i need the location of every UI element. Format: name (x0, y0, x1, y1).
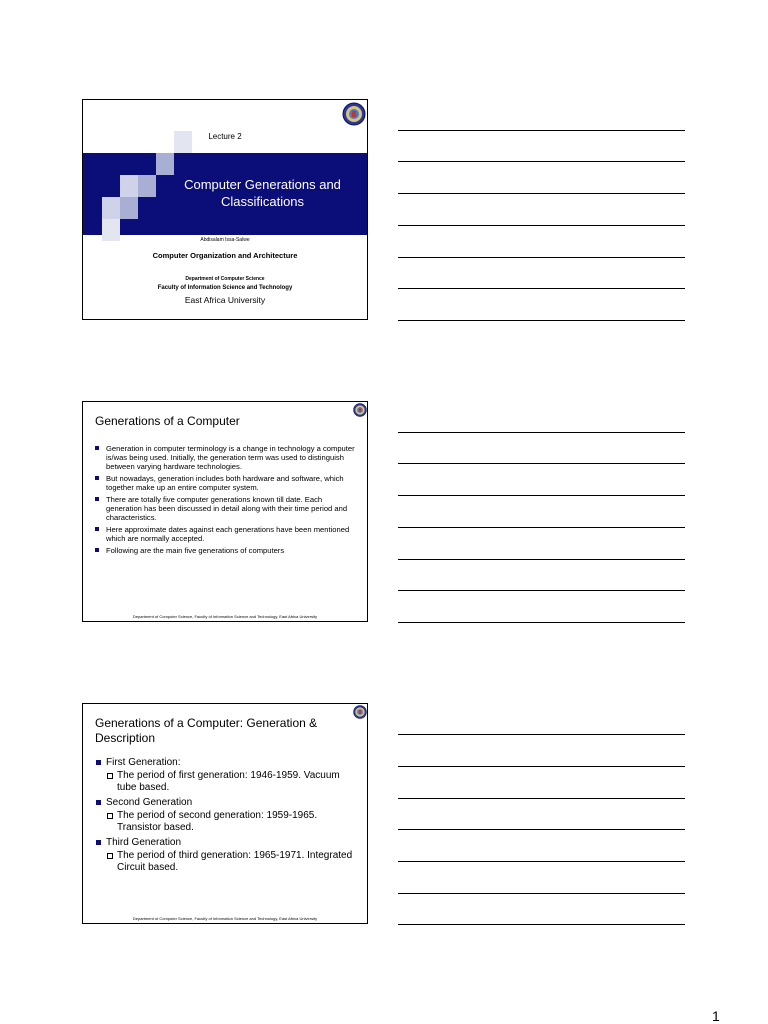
generation-label: First Generation: (106, 757, 181, 768)
author-name: Abdisalam Issa-Salwe (200, 237, 250, 243)
slide-footer: Department of Computer Science, Faculty of Information Science and Technology, East Africa University (132, 916, 318, 921)
note-line (398, 590, 685, 591)
note-line (398, 829, 685, 830)
title-line-1: Computer Generations and (184, 177, 341, 192)
note-line (398, 861, 685, 862)
generation-label: Third Generation (106, 837, 182, 848)
decor-square (83, 175, 101, 197)
slide-3-title: Generations of a Computer: Generation & Description (95, 716, 318, 745)
note-line (398, 432, 685, 433)
note-line (398, 559, 685, 560)
bullet-item: Following are the main five generations of computers (93, 546, 357, 555)
generation-detail: The period of second generation: 1959-1965. Transistor based. (106, 810, 355, 834)
generation-detail: The period of third generation: 1965-1971. Integrated Circuit based. (106, 850, 355, 874)
lecture-label: Lecture 2 (208, 132, 242, 141)
slide-1-thumbnail (82, 99, 368, 320)
generation-item (95, 796, 355, 834)
generation-label: Second Generation (106, 797, 193, 808)
title-line-2: Classifications (220, 194, 305, 209)
note-line (398, 924, 685, 925)
university-seal-icon (353, 705, 367, 719)
slide-2-thumbnail (82, 401, 368, 622)
decor-square (138, 175, 156, 197)
generation-detail: The period of first generation: 1946-1959. Vacuum tube based. (106, 770, 355, 794)
slide-1-title (165, 176, 360, 210)
note-line (398, 288, 685, 289)
slide-2-title: Generations of a Computer (95, 414, 240, 428)
note-line (398, 766, 685, 767)
note-line (398, 257, 685, 258)
note-line (398, 893, 685, 894)
note-line (398, 622, 685, 623)
generation-item (95, 756, 355, 794)
note-line (398, 463, 685, 464)
note-line (398, 527, 685, 528)
slide-footer: Department of Computer Science, Faculty of Information Science and Technology, East Africa University (132, 614, 318, 619)
bullet-item: There are totally five computer generations known till date. Each generation has been discussed in detail along with their time period and characteristics. (93, 495, 357, 522)
page-number: 1 (712, 1008, 720, 1024)
note-line (398, 225, 685, 226)
generation-item (95, 836, 355, 874)
faculty-name: Faculty of Information Science and Technology (157, 285, 293, 291)
bullet-item: But nowadays, generation includes both hardware and software, which together make up an entire computer system. (93, 474, 357, 492)
course-name: Computer Organization and Architecture (152, 251, 298, 260)
university-seal-icon (353, 403, 367, 417)
slide-3-thumbnail (82, 703, 368, 924)
decor-square (120, 175, 138, 197)
generation-list (95, 756, 355, 876)
note-line (398, 130, 685, 131)
decor-square (120, 197, 138, 219)
note-line (398, 798, 685, 799)
bullet-item: Generation in computer terminology is a change in technology a computer is/was being used. Initially, the generation term was used to distinguish between varying hardware technologies. (93, 444, 357, 471)
bullet-item: Here approximate dates against each generations have been mentioned which are normally accepted. (93, 525, 357, 543)
university-seal-icon (342, 102, 366, 126)
note-line (398, 734, 685, 735)
decor-square (156, 153, 174, 175)
bullet-list (93, 444, 357, 558)
decor-square (102, 197, 120, 219)
department-name: Department of Computer Science (185, 276, 265, 282)
note-line (398, 193, 685, 194)
university-name: East Africa University (184, 295, 266, 305)
note-line (398, 161, 685, 162)
note-line (398, 320, 685, 321)
note-line (398, 495, 685, 496)
